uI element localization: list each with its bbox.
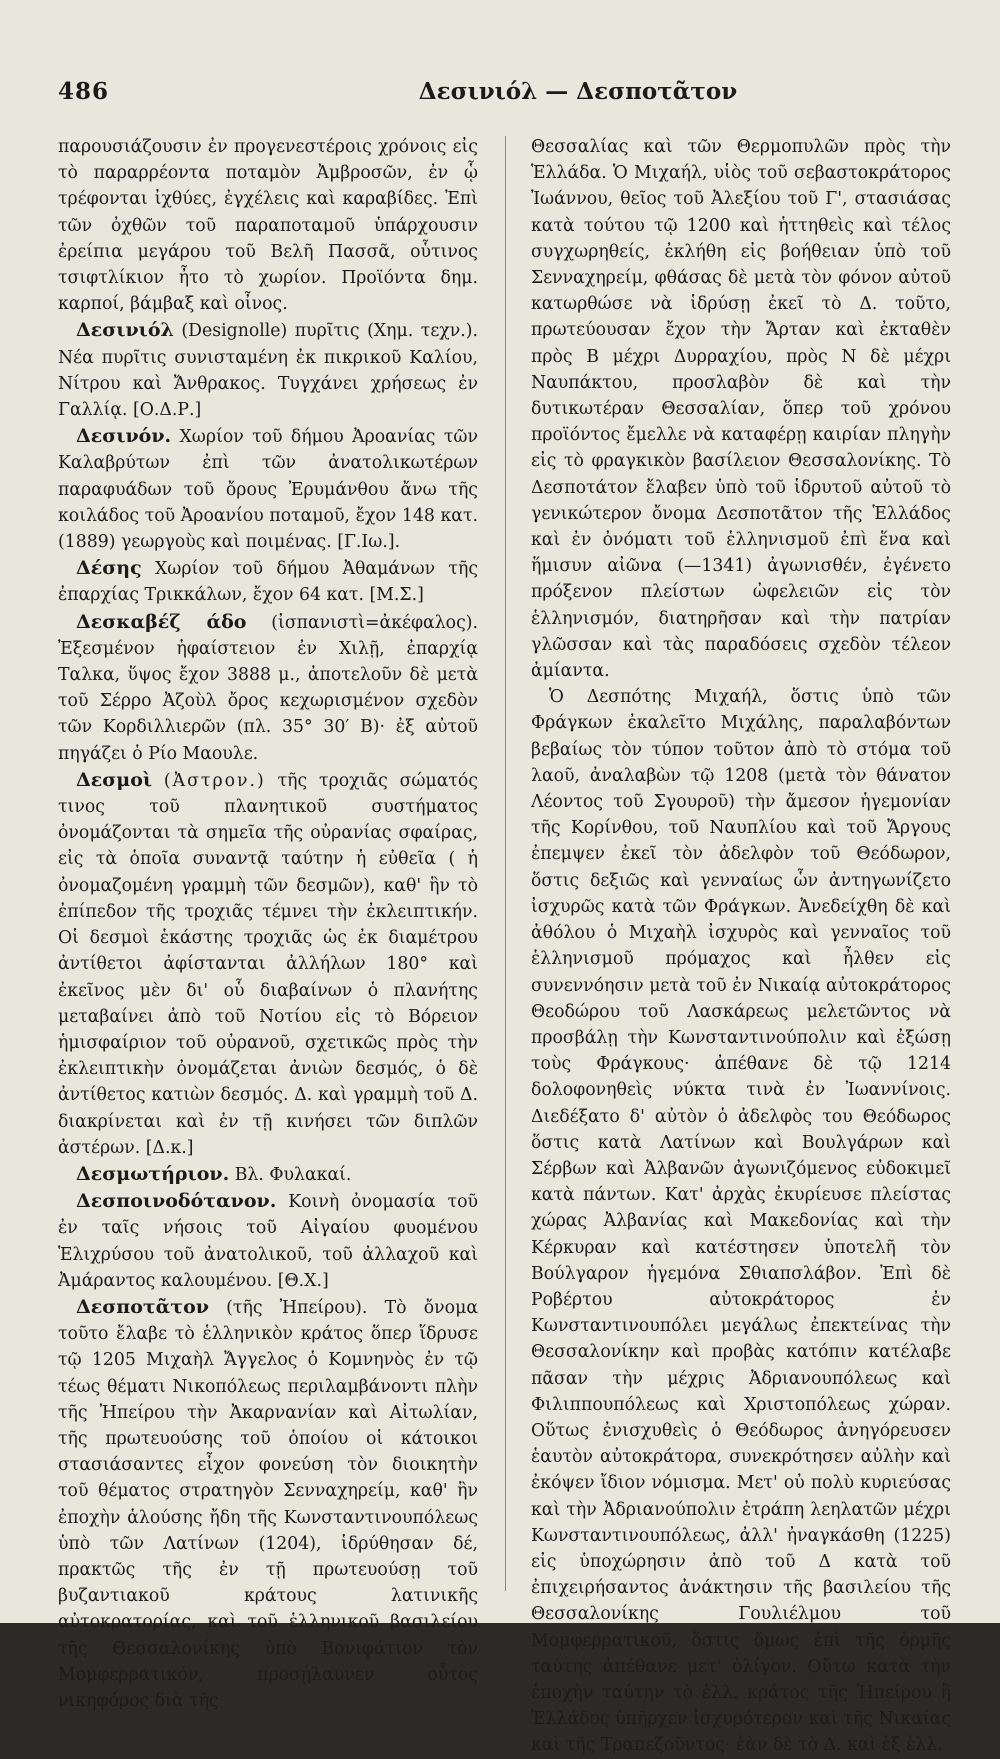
entry-field-label: (Ἀστρον.) bbox=[163, 770, 266, 791]
running-title: Δεσινιόλ — Δεσποτᾶτον bbox=[418, 78, 738, 105]
dictionary-entry bbox=[58, 767, 478, 1161]
entry-text: τῆς τροχιᾶς σώματός τινος τοῦ πλανητικοῦ συστήματος ὀνομάζονται τὰ σημεῖα τῆς οὐρανίας σφαίρας, εἰς τὰ ὁποῖα συναντᾷ ταύτην ἡ εὐθεῖα ( ἡ ὀνομαζομένη γραμμὴ τῶν δεσμῶν), καθ' ἣν τὸ ἐπίπεδον τῆς τροχιᾶς τέμνει τὴν ἐκλειπτικήν. Οἱ δεσμοὶ ἑκάστης τροχιᾶς ὡς ἐκ διαμέτρου ἀντίθετοι ἀφίστανται ἀλλήλων 180° καὶ ἐκεῖνος μὲν δι' οὗ διαβαίνων ὁ πλανήτης μεταβαίνει ἀπὸ τοῦ Νοτίου εἰς τὸ Βόρειον ἡμισφαίριον τοῦ οὐρανοῦ, σχετικῶς πρὸς τὴν ἐκλειπτικὴν ὀνομάζεται ἀνιὼν δεσμός, ὁ δὲ ἀντίθετος κατιὼν δεσμός. Δ. καὶ γραμμὴ τοῦ Δ. διακρίνεται καὶ ἐν τῇ κινήσει τῶν διπλῶν ἀστέρων. [Δ.κ.] bbox=[58, 770, 479, 1158]
dictionary-entry bbox=[58, 1188, 478, 1294]
entry-text: Χωρίον τοῦ δήμου Ἀθαμάνων τῆς ἐπαρχίας Τρικκάλων, ἔχον 64 κατ. [Μ.Σ.] bbox=[58, 559, 478, 606]
dictionary-entry bbox=[58, 609, 478, 767]
dictionary-entry bbox=[58, 317, 478, 423]
text-paragraph bbox=[531, 134, 951, 684]
entry-text: (Designolle) πυρῖτις (Χημ. τεχν.). Νέα πυρῖτις συνισταμένη ἐκ πικρικοῦ Καλίου, Νίτρου καὶ Ἄνθρακος. Τυγχάνει χρήσεως ἐν Γαλλίᾳ. [Ο.Δ.Ρ.] bbox=[58, 321, 478, 421]
entry-text: Θεσσαλίας καὶ τῶν Θερμοπυλῶν πρὸς τὴν Ἑλλάδα. Ὁ Μιχαήλ, υἱὸς τοῦ σεβαστοκράτορος Ἰωάννου, θεῖος τοῦ Ἀλεξίου τοῦ Γ', στασιάσας κατὰ τούτου τῷ 1200 καὶ ἡττηθεὶς καὶ τέλος συγχωρηθείς, ἐκλήθη εἰς βοήθειαν ὑπὸ τοῦ Σενναχηρείμ, φθάσας δὲ μετὰ τὸν φόνον αὐτοῦ κατωρθώσε νὰ ἱδρύσῃ ἐκεῖ τὸ Δ. τοῦτο, πρωτεύουσαν ἔχον τὴν Ἄρταν καὶ ἐκταθὲν πρὸς Β μέχρι Δυρραχίου, πρὸς Ν δὲ μέχρι Ναυπάκτου, προσλαβὸν δὲ καὶ τὴν δυτικωτέραν Θεσσαλίαν, ὅπερ τοῦ χρόνου προϊόντος ἔμελλε νὰ καταφέρῃ καιρίαν πληγὴν εἰς τὸ φραγκικὸν βασίλειον Θεσσαλονίκης. Τὸ Δεσποτάτον ἔλαβεν ὑπὸ τοῦ ἱδρυτοῦ αὐτοῦ τὸ γενικώτερον ὄνομα Δεσποτᾶτον τῆς Ἑλλάδος καὶ ἐν ὀνόματι τοῦ ἑλληνισμοῦ ἐπὶ ἕνα καὶ ἥμισυν αἰῶνα (—1341) ἀγωνισθέν, ἐγένετο πρόξενον πλείστων ὠφελειῶν εἰς τὸν ἑλληνισμόν, διατηρῆσαν καὶ τὴν πατρίαν γλῶσσαν καὶ τὰς παραδόσεις σχεδὸν τέλεον ἀμίαντα. bbox=[531, 137, 951, 682]
entry-headword: Δέσης bbox=[76, 557, 142, 580]
entry-headword: Δεσποινοδότανον. bbox=[76, 1190, 277, 1213]
entry-headword: Δεσκαβέζ άδο bbox=[76, 610, 247, 633]
page-number: 486 bbox=[58, 78, 110, 105]
entry-text: παρουσιάζουσιν ἐν προγενεστέροις χρόνοις εἰς τὸ παραρρέοντα ποταμὸν Ἀμβροσῶν, ἐν ᾧ τρέφονται ἰχθύες, ἐγχέλεις καὶ καραβίδες. Ἐπὶ τῶν ὀχθῶν τοῦ παραποταμοῦ ὑπάρχουσιν ἐρείπια μεγάρου τοῦ Βελῆ Πασσᾶ, οὗτινος τσιφτλίκιον ἦτο τὸ χωρίον. Προϊόντα δημ. καρποί, βάμβαξ καὶ οἶνος. bbox=[58, 137, 478, 315]
entry-text: Βλ. Φυλακαί. bbox=[234, 1164, 352, 1185]
text-paragraph bbox=[531, 684, 951, 1758]
entry-headword: Δεσμωτήριον. bbox=[76, 1162, 230, 1185]
dictionary-entry bbox=[58, 1161, 478, 1188]
left-column bbox=[58, 134, 479, 1711]
entry-headword: Δεσινόν. bbox=[76, 425, 172, 448]
dictionary-entry bbox=[58, 1294, 478, 1714]
column-divider bbox=[505, 136, 506, 1591]
entry-text: Χωρίον τοῦ δήμου Ἀροανίας τῶν Καλαβρύτων ἐπὶ τῶν ἀνατολικωτέρων παραφυάδων τοῦ ὄρους Ἐρυμάνθου ἄνω τῆς κοιλάδος τοῦ Ἀροανίου ποταμοῦ, ἔχον 148 κατ. (1889) γεωργοὺς καὶ ποιμένας. [Γ.Ιω.]. bbox=[58, 427, 478, 553]
right-column bbox=[531, 134, 951, 1756]
entry-text: Ὁ Δεσπότης Μιχαήλ, ὅστις ὑπὸ τῶν Φράγκων ἐκαλεῖτο Μιχάλης, παραλαβόντων βεβαίως τὸν τύπον τοῦτον ἀπὸ τὸ στόμα τοῦ λαοῦ, ἀναλαβὼν τῷ 1208 (μετὰ τὸν θάνατον Λέοντος τοῦ Σγουροῦ) τὴν ἄμεσον ἡγεμονίαν τῆς Κορίνθου, τοῦ Ναυπλίου καὶ τοῦ Ἄργους ἐπεμψεν ἐκεῖ τὸν ἀδελφὸν τοῦ Θεόδωρον, ὅστις δεξιῶς καὶ γενναίως ὧν ἀντηγωνίζετο ἰσχυρῶς κατὰ τῶν Φράγκων. Ἀνεδείχθη δὲ καὶ ἀθόλου ὁ Μιχαὴλ ἰσχυρὸς καὶ γενναῖος τοῦ ἑλληνισμοῦ πρόμαχος καὶ ἦλθεν εἰς συνεννόησιν μετὰ τοῦ ἐν Νικαίᾳ αὐτοκράτορος Θεοδώρου τοῦ Λασκάρεως μελετῶντος νὰ προσβάλῃ τὴν Κωνσταντινούπολιν καὶ ἐξώσῃ τοὺς Φράγκους· ἀπέθανε δὲ τῷ 1214 δολοφονηθεὶς νύκτα τινὰ ἐν Ἰωαννίνοις. Διεδέξατο δ' αὐτὸν ὁ ἀδελφὸς του Θεόδωρος ὅστις κατὰ Λατίνων καὶ Βουλγάρων καὶ Σέρβων καὶ Ἀλβανῶν ἀγωνιζόμενος εὐδοκιμεῖ κατὰ πάντων. Κατ' ἀρχὰς ἐκυρίευσε πλείστας χώρας Ἀλβανίας καὶ Μακεδονίας καὶ τὴν Κέρκυραν καὶ κατέστησεν ὑποτελῆ τὸν Βούλγαρον ἡγεμόνα Σθιαπσλάβον. Ἐπὶ δὲ Ροβέρτου αὐτοκράτορος ἐν Κωνσταντινουπόλει μεγάλως ἐπεκτείνας τὴν Θεσσαλονίκην καὶ προβὰς κατόπιν κατέλαβε πᾶσαν τὴν μέχρις Ἀδριανουπόλεως καὶ Φιλιππουπόλεως καὶ Χριστοπόλεως χώραν. Οὕτως ἐνισχυθεὶς ὁ Θεόδωρος ἀνηγόρευσεν ἑαυτὸν αὐτοκράτορα, συνεκρότησεν αὐλὴν καὶ ἐκόψεν ἴδιον νόμισμα. Μετ' οὐ πολὺ κυριεύσας καὶ τὴν Ἀδριανούπολιν ἐτράπη λεηλατῶν μέχρι Κωνσταντινουπόλεως, ἀλλ' ἠναγκάσθη (1225) εἰς ὑποχώρησιν ἀπὸ τοῦ Δ κατὰ τοῦ ἐπιχειρήσαντος ἀνάκτησιν τῆς βασιλείου τῆς Θεσσαλονίκης Γουλιέλμου τοῦ Μομφερρατικοῦ, ὅστις ὅμως ἐπὶ τῆς ὁρμῆς ταύτης ἀπέθανε μετ' ὀλίγον. Οὕτω κατὰ τὴν ἐποχὴν ταύτην τὸ ἑλλ. κράτος τῆς Ἠπείρου ἢ Ἑλλάδος ὑπῆρχεν ἰσχυρότερον καὶ τῆς Νικαίας καὶ τῆς Τραπεζοῦντος· ἐὰν δὲ τὸ Δ. καὶ ἐξ ἑλλ. bbox=[531, 687, 951, 1756]
entry-headword: Δεσινιόλ bbox=[76, 319, 174, 342]
entry-headword: Δεσμοὶ bbox=[76, 768, 153, 791]
page-header bbox=[58, 78, 951, 118]
entry-headword: Δεσποτᾶτον bbox=[76, 1295, 209, 1318]
entry-text: Κοινὴ ὀνομασία τοῦ ἐν ταῖς νήσοις τοῦ Αἰγαίου φυομένου Ἑλιχρύσου τοῦ ἀνατολικοῦ, τοῦ ἀλλαχοῦ καὶ Ἀμάραντος καλουμένου. [Θ.Χ.] bbox=[58, 1192, 478, 1291]
dictionary-entry bbox=[58, 555, 478, 608]
text-paragraph bbox=[58, 134, 478, 317]
dictionary-entry bbox=[58, 423, 478, 555]
entry-text: (ἰσπανιστὶ=ἀκέφαλος). Ἐξεσμένον ἡφαίστειον ἐν Χιλῇ, ἐπαρχίᾳ Ταλκα, ὕψος ἔχον 3888 μ., ἀποτελοῦν δὲ μετὰ τοῦ Σέρρο Ἀζοὺλ ὄρος κεχωρισμένον σχεδὸν τῶν Κορδιλλιερῶν (πλ. 35° 30′ Β)· ἐξ αὐτοῦ πηγάζει ὁ Ρίο Μαουλε. bbox=[58, 612, 478, 764]
entry-text: (τῆς Ἠπείρου). Τὸ ὄνομα τοῦτο ἔλαβε τὸ ἑλληνικὸν κράτος ὅπερ ἵδρυσε τῷ 1205 Μιχαὴλ Ἄγγελος ὁ Κομνηνὸς ἐν τῷ τέως θέματι Νικοπόλεως περιλαμβάνοντι πλὴν τῆς Ἠπείρου τὴν Ἀκαρνανίαν καὶ Αἰτωλίαν, τῆς πρωτευούσης τοῦ ὁποίου οἱ κάτοικοι στασιάσαντες εἶχον φονεύση τὸν διοικητὴν τοῦ θέματος στρατηγὸν Σενναχηρείμ, καθ' ἣν ἐποχὴν ἁλούσης ἤδη τῆς Κωνσταντινουπόλεως ὑπὸ τῶν Λατίνων (1204), ἱδρύθησαν δέ, πρακτῶς τῆς ἐν τῇ πρωτευούσῃ τοῦ βυζαντιακοῦ κράτους λατινικῆς αὐτοκρατορίας, καὶ τοῦ ἑλληνικοῦ βασιλείου τῆς Θεσσαλονίκης ὑπὸ Βονιφάτιον τὸν Μομφερρατικόν, προσῄλαυνεν οὗτος νικηφόρος διὰ τῆς bbox=[58, 1297, 478, 1711]
